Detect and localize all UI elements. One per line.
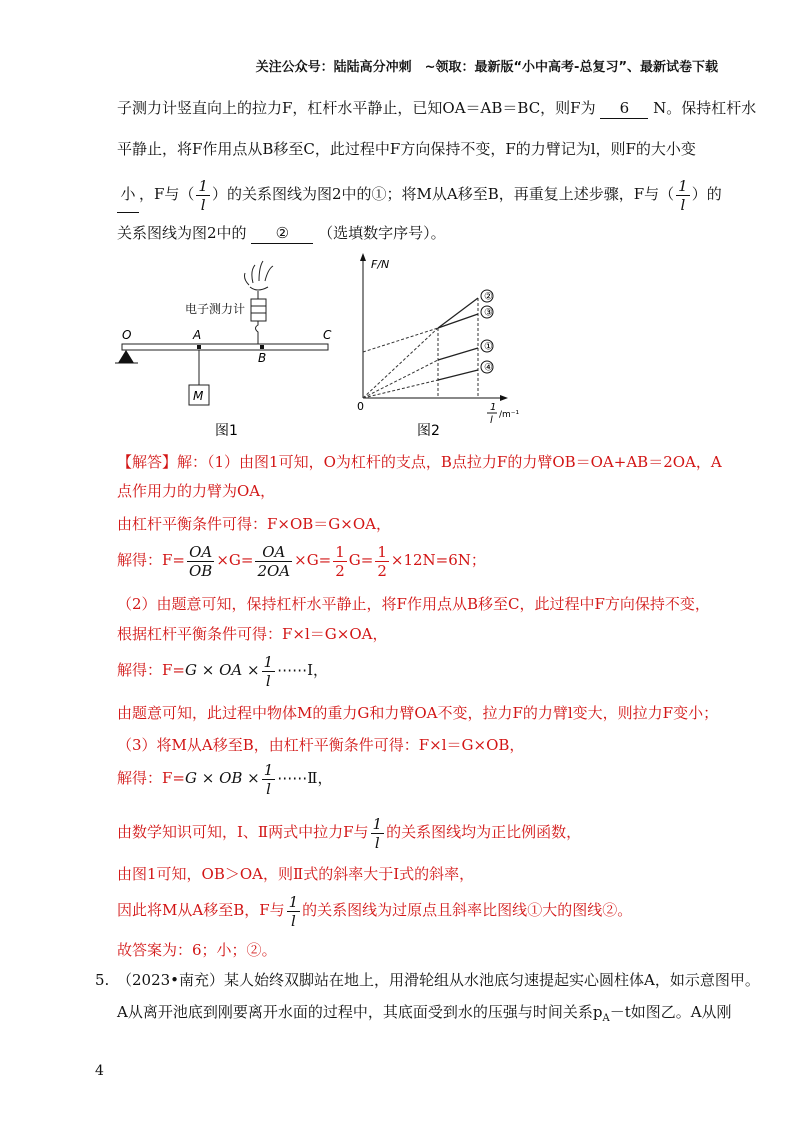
graph-line-2 [438,298,478,328]
answer-blank-2: 小 [117,176,139,213]
figure-2-graph [345,250,530,445]
fraction-1-over-l: $\frac{1}{l}$ [372,814,383,852]
page-header: 关注公众号：陆陆高分冲刺 ~领取：最新版“小中高考-总复习”、最新试卷下载 [255,60,718,75]
line-label-1: ① [484,341,493,353]
point-A-label: A [193,328,202,342]
hook [256,321,259,344]
point-B-label: B [258,351,267,365]
fraction-1-over-l: $\frac{1}{l}$ [198,176,208,214]
figure-1-lever [110,255,340,445]
fraction-oa-ob: $\frac{OA}{OB}$ [188,542,213,580]
answer-blank-1: 6 [600,98,648,119]
x-axis-label-num: 1 [490,402,497,413]
solution-line-4: 解得：F= $\frac{OA}{OB}$ ×G= $\frac{OA}{2OA}$ ×G= $\frac{1}{2}$ G= $\frac{1}{2}$ ×12N=6N； [117,542,486,580]
solution-line-11: 由数学知识可知，Ⅰ、Ⅱ两式中拉力F与 $\frac{1}{l}$ 的关系图线均为正比例函数， [117,814,582,852]
problem-line-3: 小 ，F与（ $\frac{1}{l}$ ）的关系图线为图2中的①；将M从A移至B，再重复上述步骤，F与（ $\frac{1}{l}$ ）的 [117,176,722,214]
lever-bar [122,344,328,350]
solution-line-9: （3）将M从A移至B，由杠杆平衡条件可得：F×l＝G×OB， [117,736,525,754]
solution-line-3: 由杠杆平衡条件可得：F×OB＝G×OA， [117,515,391,533]
solution-line-8: 由题意可知，此过程中物体M的重力G和力臂OA不变，拉力F的力臂l变大，则拉力F变小； [117,704,719,722]
solution-line-5: （2）由题意可知，保持杠杆水平静止，将F作用点从B移至C，此过程中F方向保持不变， [117,595,710,613]
next-problem-line-1: （2023•南充）某人始终双脚站在地上，用滑轮组从水池底匀速提起实心圆柱体A，如示意图甲。 [117,971,760,989]
solution-answer-line: 故答案为：6；小；②。 [117,941,277,959]
line-labels [481,290,493,374]
fraction-oa-2oa: $\frac{OA}{2OA}$ [257,542,291,580]
fraction-half: $\frac{1}{2}$ [377,542,387,580]
graph-line-3 [438,314,478,328]
graph-line-1 [438,348,478,360]
problem-line-4: 关系图线为图2中的 ② （选填数字序号）。 [117,224,446,242]
x-axis-label-unit: /m⁻¹ [499,410,520,420]
solution-line-13: 因此将M从A移至B，F与 $\frac{1}{l}$ 的关系图线为过原点且斜率比图线①大的图线②。 [117,892,633,930]
next-problem-number: 5. [95,971,110,989]
page-number: 4 [95,1063,104,1079]
line-label-4: ④ [484,362,493,374]
fraction-1-over-l: $\frac{1}{l}$ [263,652,274,690]
solution-line-6: 根据杠杆平衡条件可得：F×l＝G×OA， [117,625,388,643]
figure-2-caption: 图2 [417,423,440,439]
answer-blank-3: ② [251,223,313,244]
problem-line-2: 平静止，将F作用点从B移至C，此过程中F方向保持不变，F的力臂记为l，则F的大小变 [117,140,696,158]
fraction-half: $\frac{1}{2}$ [335,542,345,580]
point-O-label: O [122,328,132,342]
force-meter [251,299,266,321]
solution-line-7: 解得：F=G × OA × $\frac{1}{l}$ ⋯⋯Ⅰ， [117,652,329,690]
problem-line-1: 子测力计竖直向上的拉力F，杠杆水平静止，已知OA＝AB＝BC，则F为 6 N。保持杠杆水 [117,99,757,117]
next-problem-line-2: A从离开池底到刚要离开水面的过程中，其底面受到水的压强与时间关系$p_A-t$如图乙。A从刚 [117,1003,732,1024]
solution-line-1: 【解答】解：（1）由图1可知，O为杠杆的支点，B点拉力F的力臂OB＝OA+AB＝2OA，A [117,453,722,471]
fraction-1-over-l: $\frac{1}{l}$ [288,892,299,930]
weight-M-label: M [193,389,204,403]
line-label-3: ③ [484,307,493,319]
meter-label: 电子测力计 [185,302,246,316]
origin-label: 0 [357,400,364,413]
fraction-1-over-l: $\frac{1}{l}$ [263,760,274,798]
graph-line-4 [438,370,478,380]
fraction-1-over-l: $\frac{1}{l}$ [678,176,688,214]
solution-line-2: 点作用力的力臂为OA， [117,482,276,500]
figure-1-caption: 图1 [215,423,238,439]
x-axis-label-den: l [490,415,493,426]
solution-line-10: 解得：F=G × OB × $\frac{1}{l}$ ⋯⋯Ⅱ， [117,760,333,798]
hand-icon [245,261,274,290]
point-C-label: C [323,328,332,342]
line-label-2: ② [484,291,493,303]
y-axis-label: F/N [371,258,390,271]
fulcrum [118,350,134,363]
solution-line-12: 由图1可知，OB＞OA，则Ⅱ式的斜率大于Ⅰ式的斜率， [117,865,475,883]
